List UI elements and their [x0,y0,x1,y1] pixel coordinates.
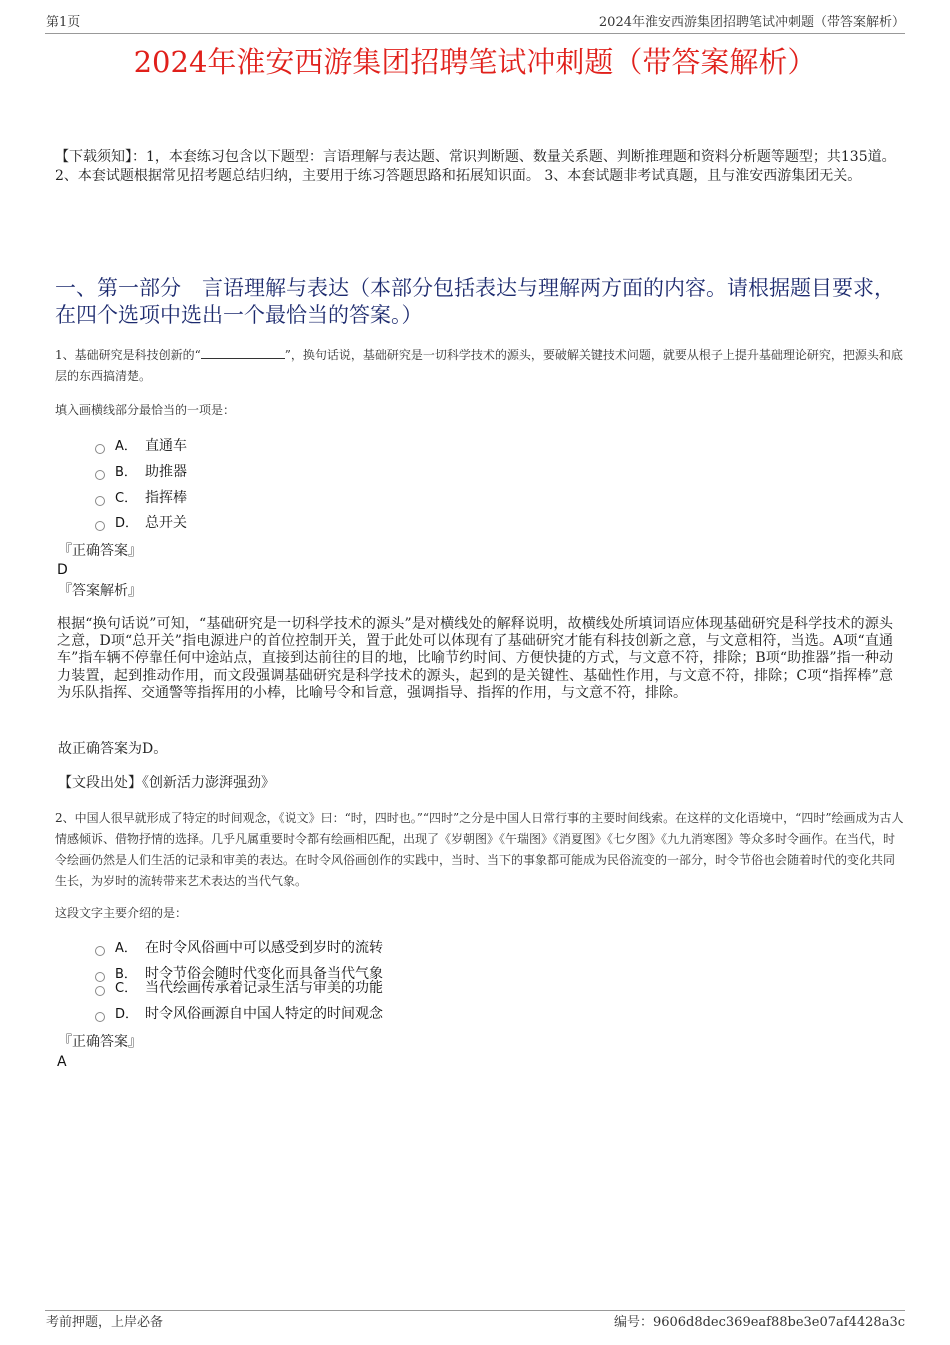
option-letter: B． [115,967,137,982]
question-1-blank [201,348,285,359]
page-title: 2024年淮安西游集团招聘笔试冲刺题（带答案解析） [133,45,817,79]
question-2-text: 2、中国人很早就形成了特定的时间观念，《说文》曰：“时，四时也。”“四时”之分是中国人日常行事的主要时间线索。在这样的文化语境中，“四时”绘画成为古人情感倾诉、借物抒情的选择。几乎凡属重要时令都有绘画相匹配，出现了《岁朝图》《午瑞图》《消夏图》《七夕图》《九九消寒图》等众多时令画作。在当代，时令绘画仍然是人们生活的记录和审美的表达。在时令风俗画创作的实践中，当时、当下的事象都可能成为民俗流变的一部分，时令节俗也会随着时代的变化共同生长，为岁时的流转带来艺术表达的当代气象。 [55,811,904,888]
q2-answer-label: 『正确答案』 [58,1034,142,1050]
q1-analysis-label: 『答案解析』 [58,583,142,599]
option-text: 时令节俗会随时代变化而具备当代气象 [145,966,383,982]
option-letter: C． [115,491,138,506]
footer-divider [45,1310,905,1311]
option-letter: A． [115,941,137,956]
section-heading: 一、第一部分 言语理解与表达（本部分包括表达与理解两方面的内容。请根据题目要求，在四个选项中选出一个最恰当的答案。） [55,276,895,327]
option-letter: A． [115,439,137,454]
download-notice: 【下载须知】：1，本套练习包含以下题型：言语理解与表达题、常识判断题、数量关系题、判断推理题和资料分析题等题型；共135道。 2、本套试题根据常见招考题总结归纳，主要用于练习答题思路和拓展知识面。 3、本套试题非考试真题，且与淮安西游集团无关。 [55,149,896,184]
header-divider [45,33,905,34]
option-text: 直通车 [145,438,187,454]
option-letter: D． [115,516,139,531]
q1-answer: D [57,562,68,578]
question-1-text [55,345,905,387]
question-2-prompt: 这段文字主要介绍的是： [55,906,188,920]
q2-option-d[interactable] [95,1005,383,1024]
option-text: 当代绘画传承着记录生活与审美的功能 [145,980,383,996]
q1-option-d[interactable] [95,514,187,533]
option-text: 在时令风俗画中可以感受到岁时的流转 [145,940,383,956]
footer-serial: 编号：9606d8dec369eaf88be3e07af4428a3c [613,1315,905,1330]
q1-analysis: 根据“换句话说”可知，“基础研究是一切科学技术的源头”是对横线处的解释说明，故横线处所填词语应体现基础研究是科学技术的源头之意，D项“总开关”指电源进户的首位控制开关，置于此处可以体现有了基础研究才能有科技创新之意，与文意相符，当选。A项“直通车”指车辆不停靠任何中途站点，直接到达前往的目的地，比喻节约时间、方便快捷的方式，与文意不符，排除；B项“助推器”指一种动力装置，起到推动作用，而文段强调基础研究是科学技术的源头，起到的是关键性、基础性作用，与文意不符，排除；C项“指挥棒”意为乐队指挥、交通警等指挥用的小棒，比喻号令和旨意，强调指导、指挥的作用，与文意不符，排除。 [57,616,893,701]
q1-conclusion: 故正确答案为D。 [58,741,168,757]
question-1-prompt: 填入画横线部分最恰当的一项是： [55,403,236,417]
option-text: 总开关 [145,515,187,531]
question-1-text-end: ”，换句话说，基础研究是一切科学技术的源头，要破解关键技术问题，就要从根子上提升基础理论研究，把源头和底层的东西搞清楚。 [55,348,903,383]
radio-icon[interactable] [95,521,105,531]
option-letter: D． [115,1007,139,1022]
q1-option-b[interactable] [95,463,187,482]
page-number: 第1页 [46,15,81,30]
q2-answer: A [57,1054,67,1070]
radio-icon[interactable] [95,1012,105,1022]
q1-option-a[interactable] [95,437,187,456]
radio-icon[interactable] [95,444,105,454]
option-text: 助推器 [145,464,187,480]
q1-answer-label: 『正确答案』 [58,543,142,559]
q2-option-a[interactable] [95,939,383,958]
option-letter: B． [115,465,137,480]
radio-icon[interactable] [95,946,105,956]
radio-icon[interactable] [95,496,105,506]
q1-source: 【文段出处】《创新活力澎湃强劲》 [58,775,275,791]
q1-option-c[interactable] [95,489,187,508]
footer-slogan: 考前押题，上岸必备 [46,1315,164,1330]
option-text: 时令风俗画源自中国人特定的时间观念 [145,1006,383,1022]
option-text: 指挥棒 [145,490,187,506]
question-1-text-start: 1、基础研究是科技创新的“ [55,348,201,362]
radio-icon[interactable] [95,470,105,480]
running-title: 2024年淮安西游集团招聘笔试冲刺题（带答案解析） [598,15,905,30]
q2-option-c[interactable] [95,979,383,998]
radio-icon[interactable] [95,986,105,996]
option-letter: C． [115,981,138,996]
